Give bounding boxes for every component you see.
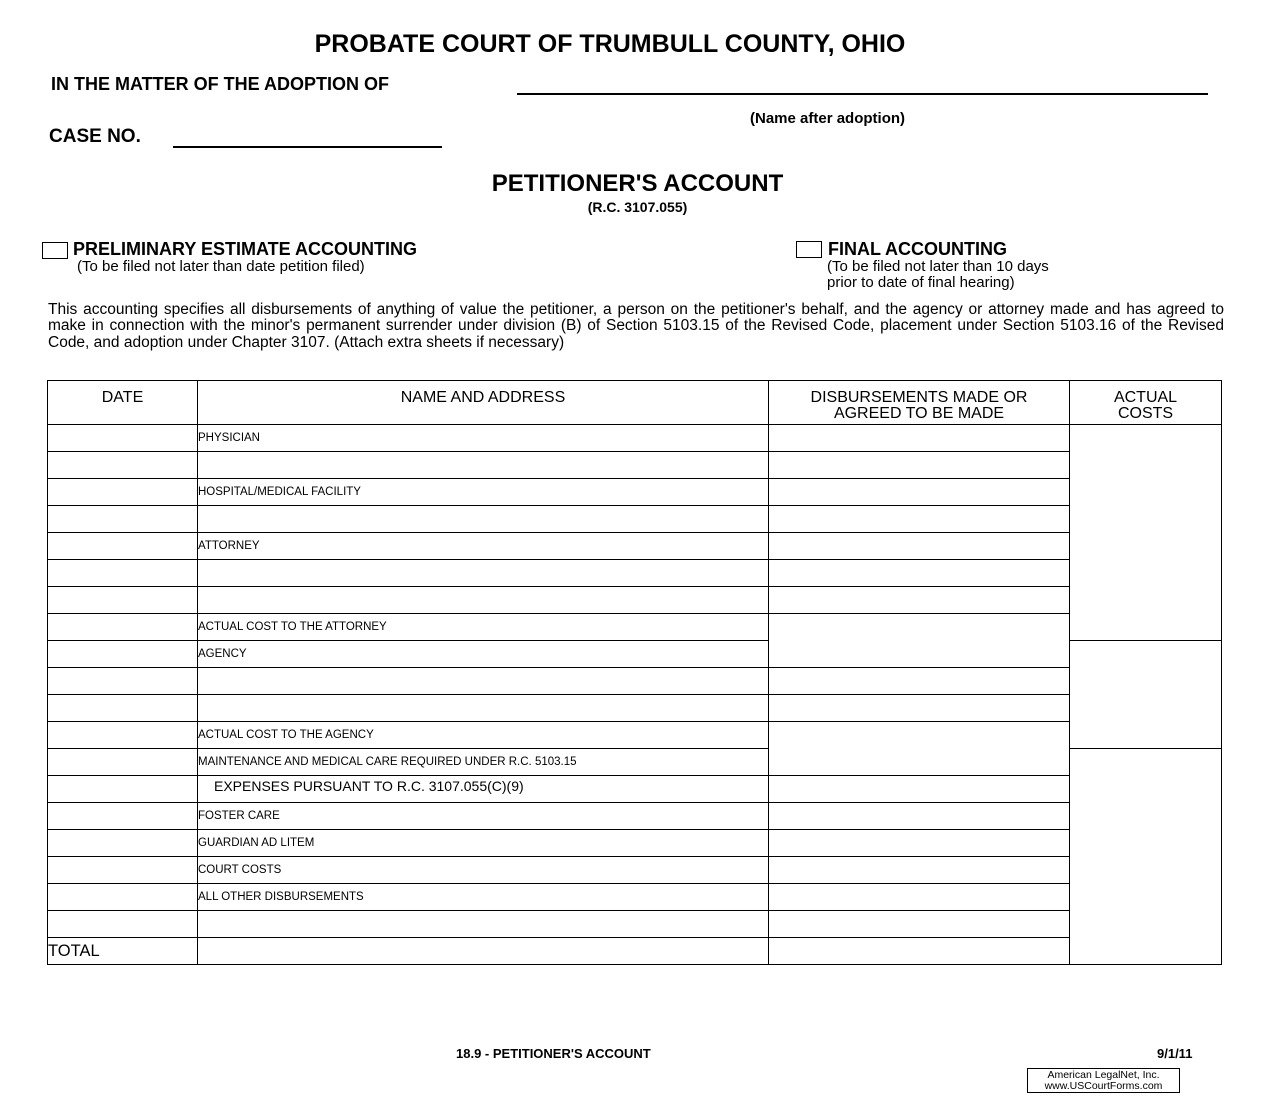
name-cell[interactable] xyxy=(198,506,769,533)
date-cell[interactable] xyxy=(48,722,198,749)
table-row xyxy=(48,884,1222,911)
date-cell[interactable] xyxy=(48,587,198,614)
disbursement-cell[interactable] xyxy=(769,911,1070,938)
name-cell[interactable]: FOSTER CARE xyxy=(198,803,769,830)
date-cell[interactable] xyxy=(48,452,198,479)
actual-costs-column-header xyxy=(1070,381,1222,425)
preliminary-estimate-label: PRELIMINARY ESTIMATE ACCOUNTING xyxy=(73,239,418,259)
name-cell[interactable]: HOSPITAL/MEDICAL FACILITY xyxy=(198,479,769,506)
name-cell[interactable] xyxy=(198,668,769,695)
final-accounting-label: FINAL ACCOUNTING xyxy=(828,239,1007,259)
adoption-matter-label: IN THE MATTER OF THE ADOPTION OF xyxy=(51,74,389,94)
form-id-footer: 18.9 - PETITIONER'S ACCOUNT xyxy=(456,1046,651,1061)
total-name-cell[interactable] xyxy=(198,938,769,965)
form-revision-date: 9/1/11 xyxy=(1157,1046,1193,1061)
publisher-url: www.USCourtForms.com xyxy=(1044,1080,1163,1092)
account-table xyxy=(47,380,1222,965)
date-cell[interactable] xyxy=(48,749,198,776)
table-row xyxy=(48,911,1222,938)
table-row xyxy=(48,830,1222,857)
preliminary-estimate-note: (To be filed not later than date petition filed) xyxy=(77,258,365,275)
name-cell[interactable] xyxy=(198,911,769,938)
table-row xyxy=(48,614,1222,641)
name-cell[interactable] xyxy=(198,560,769,587)
name-cell[interactable]: MAINTENANCE AND MEDICAL CARE REQUIRED UNDER R.C. 5103.15 xyxy=(198,749,769,776)
date-cell[interactable] xyxy=(48,911,198,938)
disbursement-cell[interactable] xyxy=(769,479,1070,506)
date-cell[interactable] xyxy=(48,803,198,830)
date-cell[interactable] xyxy=(48,425,198,452)
date-cell[interactable] xyxy=(48,695,198,722)
date-cell[interactable] xyxy=(48,776,198,803)
disbursements-header-text: DISBURSEMENTS MADE OR AGREED TO BE MADE xyxy=(810,389,1028,422)
disbursements-column-header xyxy=(769,381,1070,425)
final-accounting-checkbox[interactable] xyxy=(796,241,822,258)
name-cell[interactable]: ACTUAL COST TO THE AGENCY xyxy=(198,722,769,749)
name-cell[interactable] xyxy=(198,587,769,614)
date-cell[interactable] xyxy=(48,533,198,560)
date-column-header: DATE xyxy=(48,381,198,425)
disbursement-cell[interactable] xyxy=(769,695,1070,722)
disbursement-cell[interactable] xyxy=(769,857,1070,884)
date-cell[interactable] xyxy=(48,884,198,911)
table-row xyxy=(48,425,1222,452)
total-row xyxy=(48,938,1222,965)
name-cell[interactable]: ACTUAL COST TO THE ATTORNEY xyxy=(198,614,769,641)
disbursement-cell[interactable] xyxy=(769,506,1070,533)
publisher-box xyxy=(1027,1068,1180,1093)
preliminary-estimate-checkbox[interactable] xyxy=(42,242,68,259)
actual-cost-cell[interactable] xyxy=(1070,749,1222,965)
total-disbursement-cell[interactable] xyxy=(769,938,1070,965)
table-row xyxy=(48,857,1222,884)
statute-reference: (R.C. 3107.055) xyxy=(587,199,688,215)
table-row xyxy=(48,668,1222,695)
table-row xyxy=(48,722,1222,749)
instructions-paragraph: This accounting specifies all disbursements of anything of value the petitioner, a person on the petitioner's behalf, and the agency or attorney made and has agreed to make in connection with the minor's permanent surrender under division (B) of Section 5103.15 of the Revised Code, placement under Section 5103.16 of the Revised Code, and adoption under Chapter 3107. (Attach extra sheets if necessary) xyxy=(48,301,1224,351)
name-cell[interactable]: EXPENSES PURSUANT TO R.C. 3107.055(C)(9) xyxy=(198,776,769,803)
disbursement-cell[interactable] xyxy=(769,803,1070,830)
case-number-label: CASE NO. xyxy=(49,126,141,147)
disbursement-cell[interactable] xyxy=(769,614,1070,668)
name-cell[interactable] xyxy=(198,452,769,479)
disbursement-cell[interactable] xyxy=(769,830,1070,857)
adoptee-name-field[interactable] xyxy=(517,93,1208,95)
table-row xyxy=(48,695,1222,722)
final-accounting-note: (To be filed not later than 10 days prior to date of final hearing) xyxy=(827,258,1049,291)
name-cell[interactable]: ALL OTHER DISBURSEMENTS xyxy=(198,884,769,911)
disbursement-cell[interactable] xyxy=(769,587,1070,614)
name-address-column-header: NAME AND ADDRESS xyxy=(198,381,769,425)
name-after-adoption-caption: (Name after adoption) xyxy=(750,110,906,127)
table-row xyxy=(48,533,1222,560)
table-row xyxy=(48,776,1222,803)
table-row xyxy=(48,452,1222,479)
date-cell[interactable] xyxy=(48,668,198,695)
actual-cost-cell[interactable] xyxy=(1070,425,1222,641)
case-number-field[interactable] xyxy=(173,146,442,148)
total-label: TOTAL xyxy=(48,938,198,965)
date-cell[interactable] xyxy=(48,641,198,668)
table-row xyxy=(48,587,1222,614)
publisher-name: American LegalNet, Inc. xyxy=(1047,1069,1160,1081)
form-title: PETITIONER'S ACCOUNT xyxy=(491,170,784,197)
table-row xyxy=(48,479,1222,506)
name-cell[interactable]: ATTORNEY xyxy=(198,533,769,560)
date-cell[interactable] xyxy=(48,830,198,857)
name-cell[interactable]: GUARDIAN AD LITEM xyxy=(198,830,769,857)
disbursement-cell[interactable] xyxy=(769,533,1070,560)
date-cell[interactable] xyxy=(48,614,198,641)
disbursement-cell[interactable] xyxy=(769,425,1070,452)
table-row xyxy=(48,803,1222,830)
actual-costs-header-text: ACTUAL COSTS xyxy=(1113,389,1178,422)
date-cell[interactable] xyxy=(48,857,198,884)
name-cell[interactable]: COURT COSTS xyxy=(198,857,769,884)
name-cell[interactable] xyxy=(198,695,769,722)
disbursement-cell[interactable] xyxy=(769,668,1070,695)
date-cell[interactable] xyxy=(48,560,198,587)
table-row xyxy=(48,506,1222,533)
disbursement-cell[interactable] xyxy=(769,560,1070,587)
court-title: PROBATE COURT OF TRUMBULL COUNTY, OHIO xyxy=(314,30,906,58)
date-cell[interactable] xyxy=(48,479,198,506)
name-cell[interactable]: AGENCY xyxy=(198,641,769,668)
disbursement-cell[interactable] xyxy=(769,722,1070,776)
disbursement-cell[interactable] xyxy=(769,452,1070,479)
table-row xyxy=(48,560,1222,587)
name-cell[interactable]: PHYSICIAN xyxy=(198,425,769,452)
date-cell[interactable] xyxy=(48,506,198,533)
actual-cost-cell[interactable] xyxy=(1070,641,1222,749)
disbursement-cell[interactable] xyxy=(769,776,1070,803)
table-header-row xyxy=(48,381,1222,425)
disbursement-cell[interactable] xyxy=(769,884,1070,911)
